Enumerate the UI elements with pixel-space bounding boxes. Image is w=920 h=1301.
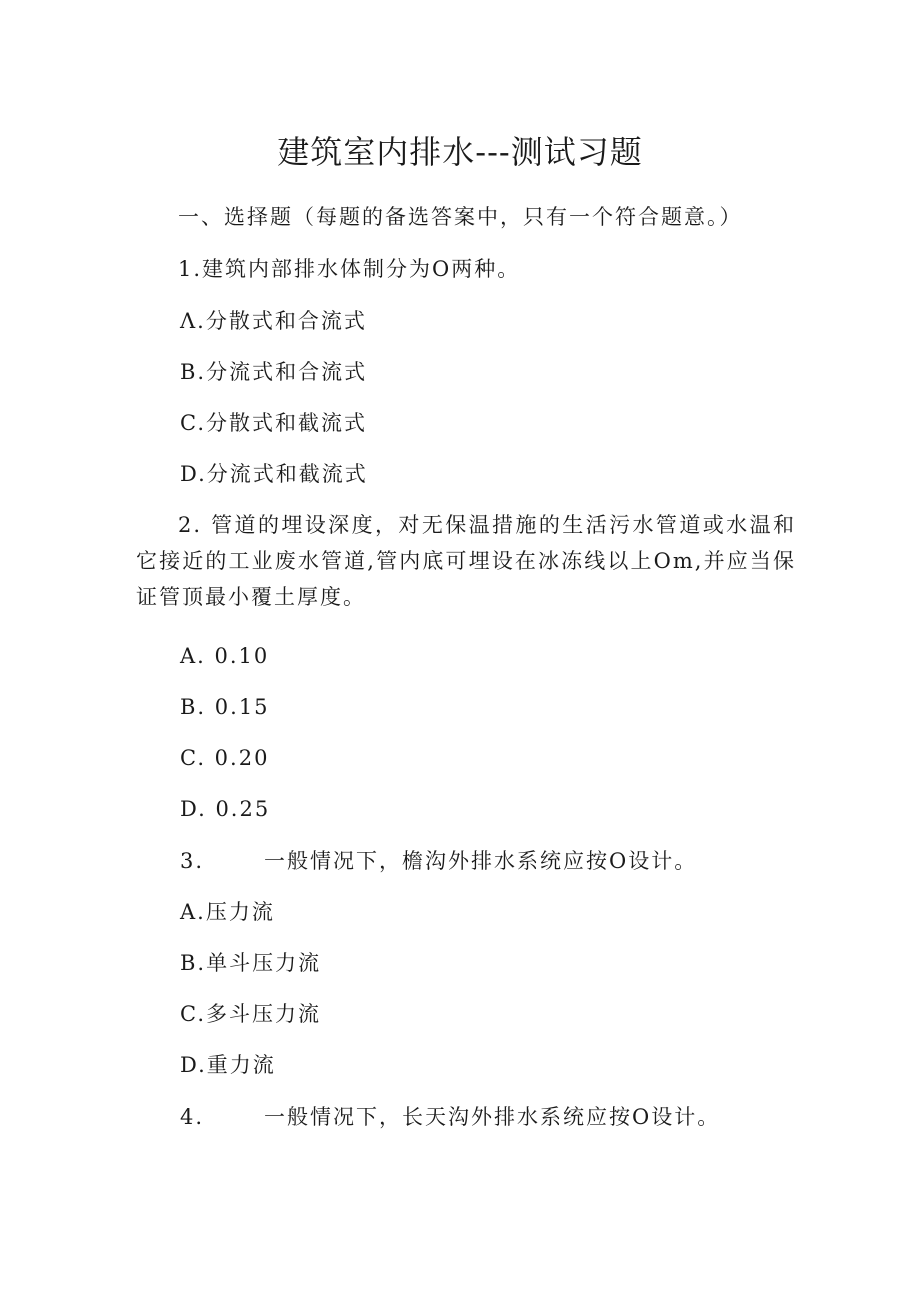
question-1-option-b: B.分流式和合流式 [180,360,368,384]
question-4-stem: 一般情况下，长天沟外排水系统应按O设计。 [264,1105,721,1129]
question-2-option-d: D. 0.25 [180,797,271,821]
question-1-stem: 1.建筑内部排水体制分为O两种。 [178,257,521,281]
question-1-option-c: C.分散式和截流式 [180,411,367,435]
question-1-option-d: D.分流式和截流式 [180,462,368,486]
question-2-stem: 2. 管道的埋设深度，对无保温措施的生活污水管道或水温和它接近的工业废水管道,管内底可埋设在冰冻线以上Om,并应当保证管顶最小覆土厚度。 [136,513,796,609]
question-3-option-d: D.重力流 [180,1053,276,1077]
question-3-option-a: A.压力流 [180,900,275,924]
question-2-option-c: C. 0.20 [180,746,270,770]
section-heading: 一、选择题（每题的备选答案中，只有一个符合题意。） [178,205,743,229]
question-3-stem: 一般情况下，檐沟外排水系统应按O设计。 [264,849,698,873]
question-3-line [180,846,697,876]
question-3-number: 3. [180,849,205,873]
question-2-option-b: B. 0.15 [180,695,270,719]
question-3-option-b: B.单斗压力流 [180,951,322,975]
question-3-option-c: C.多斗压力流 [180,1002,321,1026]
question-2-option-a: A. 0.10 [180,644,270,668]
question-4-line [180,1102,720,1132]
document-title: 建筑室内排水---测试习题 [277,133,643,171]
question-1-option-a: Λ.分散式和合流式 [180,309,367,333]
question-4-number: 4. [180,1105,205,1129]
